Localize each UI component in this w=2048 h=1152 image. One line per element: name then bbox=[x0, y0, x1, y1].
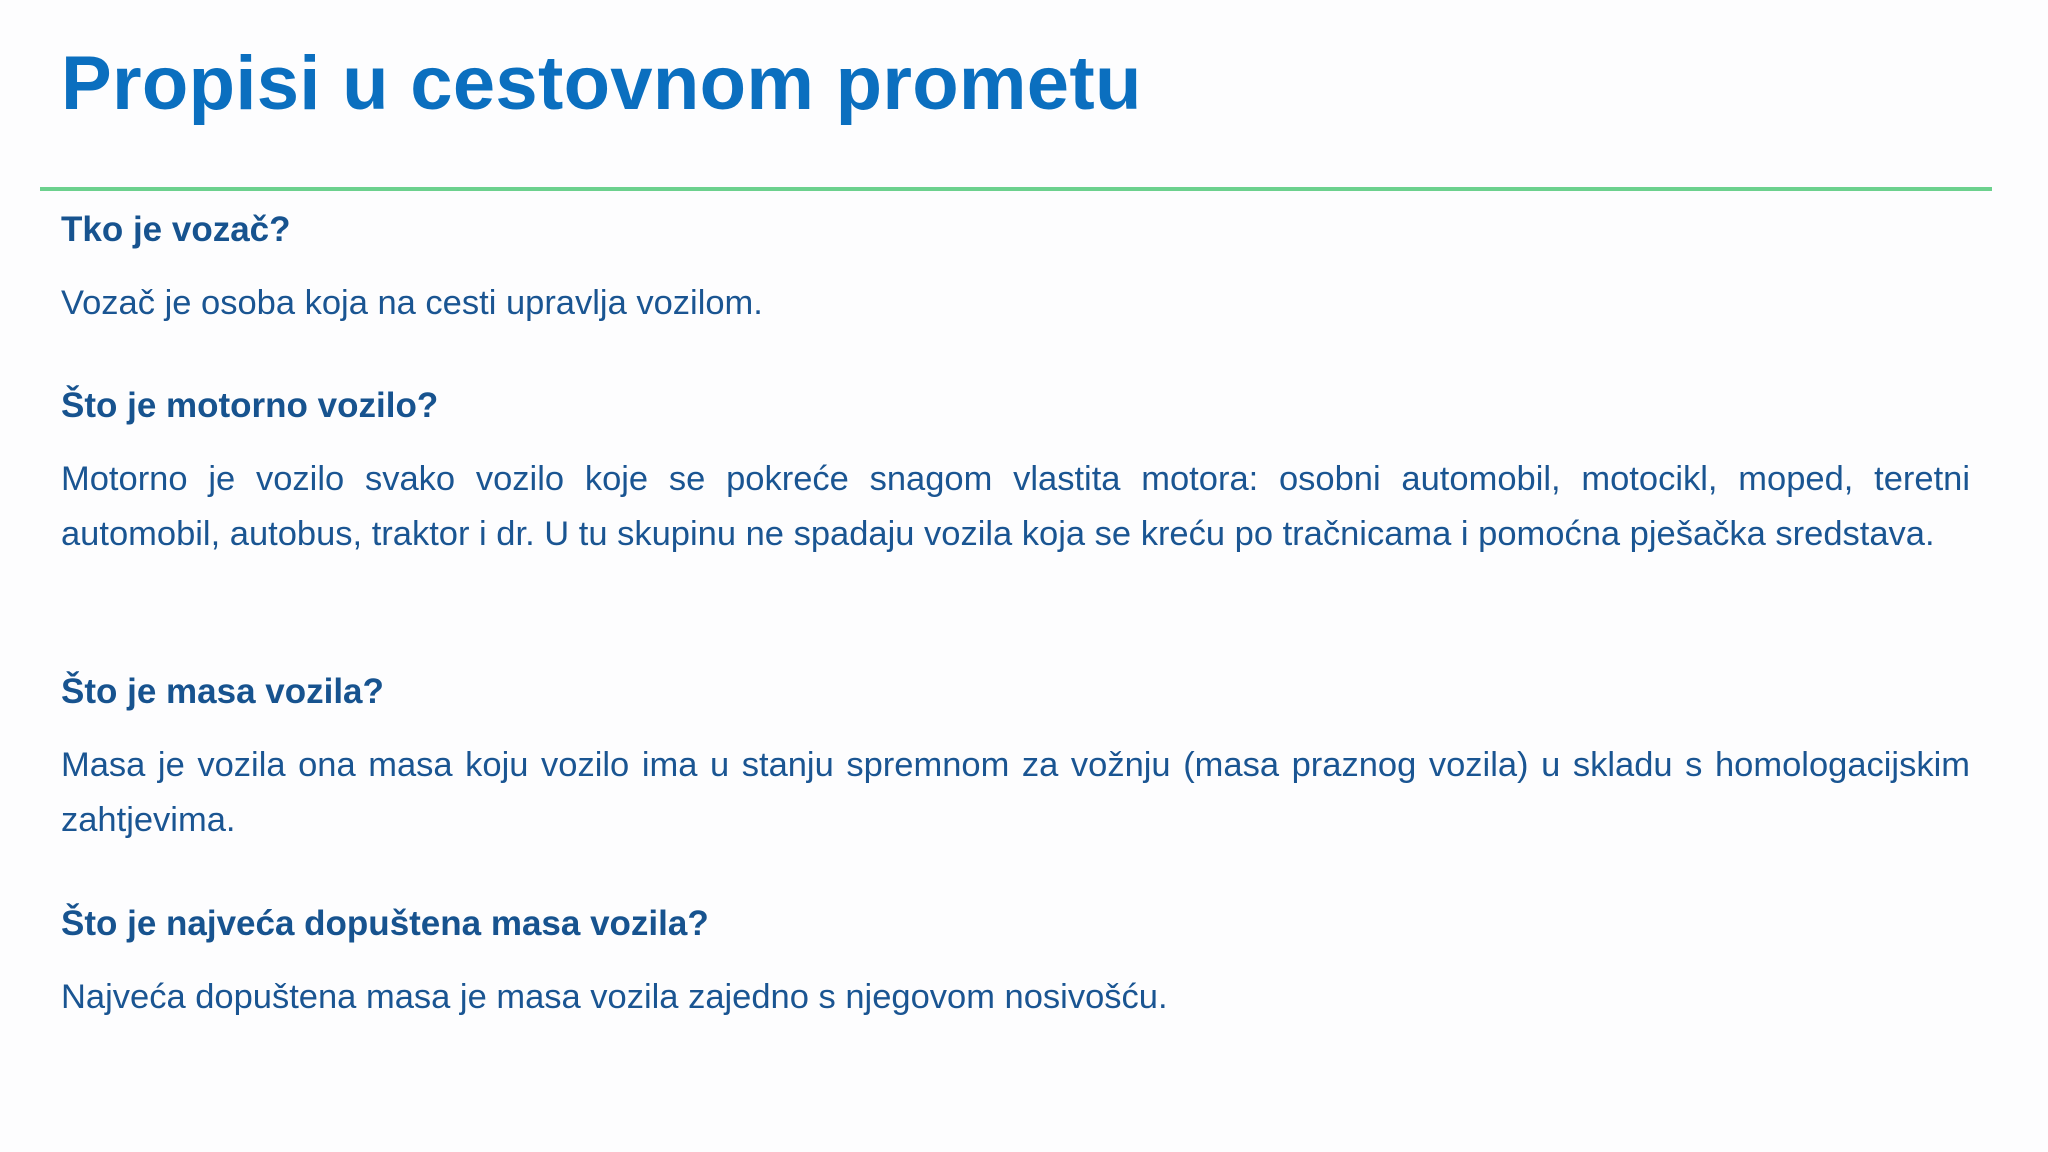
answer-text: Motorno je vozilo svako vozilo koje se pokreće snagom vlastita motora: osobni automobil, motocikl, moped, teretni automobil, autobus, traktor i dr. U tu skupinu ne spadaju vozila koja se kreću po tračnicama i pomoćna pješačka sredstava. bbox=[61, 460, 1970, 553]
answer-text: Najveća dopuštena masa je masa vozila zajedno s njegovom nosivošću. bbox=[61, 978, 1168, 1016]
qa-item-motor-vehicle bbox=[61, 384, 1970, 562]
question-heading: Što je masa vozila? bbox=[61, 672, 384, 711]
title-divider bbox=[40, 187, 1992, 191]
answer-text: Masa je vozila ona masa koju vozilo ima u stanju spremnom za vožnju (masa praznog vozila) u skladu s homologacijskim zahtjevima. bbox=[61, 746, 1970, 839]
qa-item-vehicle-mass bbox=[61, 670, 1970, 848]
qa-item-max-permitted-mass bbox=[61, 902, 1970, 1025]
question-heading: Što je najveća dopuštena masa vozila? bbox=[61, 904, 709, 943]
answer-text: Vozač je osoba koja na cesti upravlja vozilom. bbox=[61, 284, 763, 322]
question-heading: Tko je vozač? bbox=[61, 210, 291, 249]
qa-item-driver bbox=[61, 208, 1970, 331]
question-heading: Što je motorno vozilo? bbox=[61, 386, 439, 425]
slide-title: Propisi u cestovnom prometu bbox=[61, 41, 1142, 126]
